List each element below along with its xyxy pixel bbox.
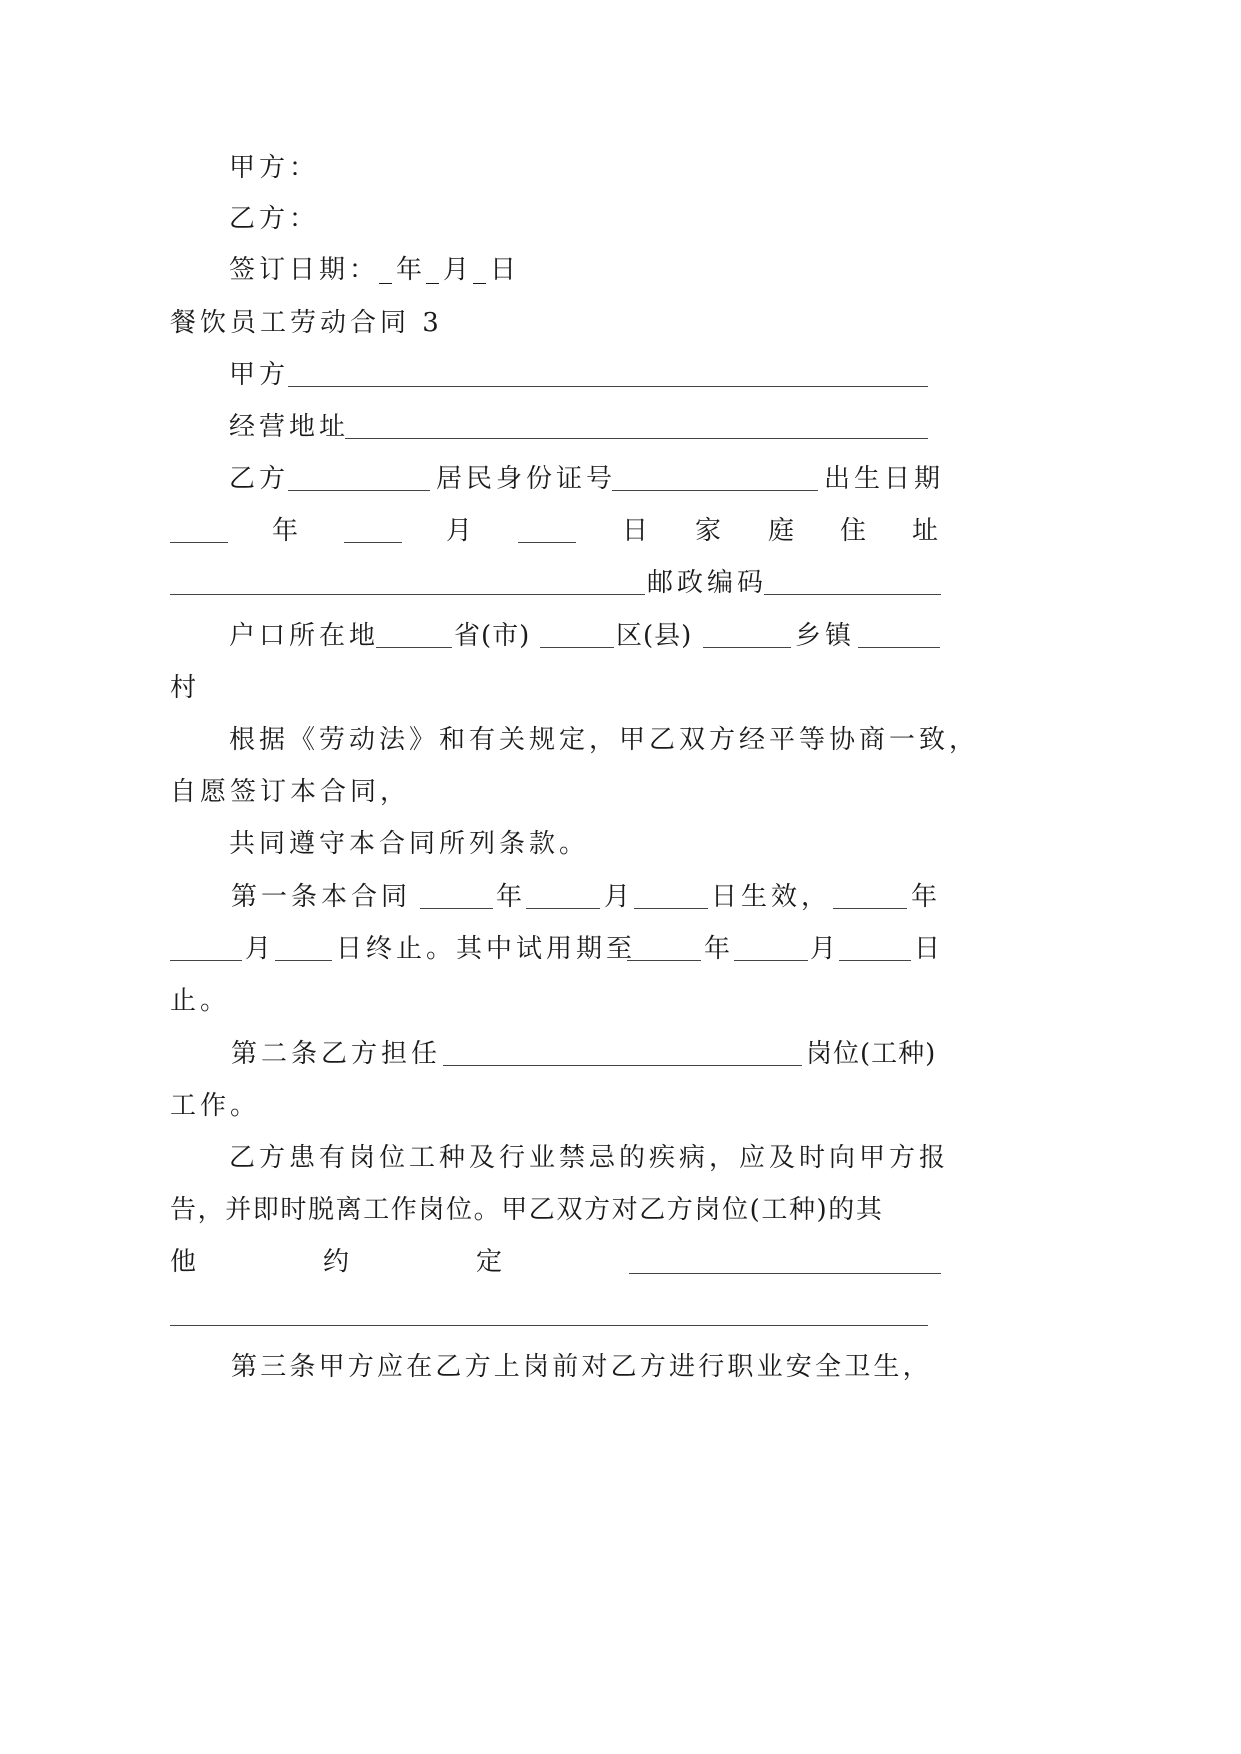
id-number-label: 居民身份证号 xyxy=(436,464,617,494)
party-a-label: 甲方 xyxy=(229,360,290,390)
article1-end-day-blank xyxy=(275,960,332,961)
province-blank xyxy=(376,647,452,648)
article2-other-char-3: 定 xyxy=(476,1247,507,1277)
home-address-char-2: 庭 xyxy=(768,516,799,546)
preamble-line-1: 根据《劳动法》和有关规定，甲乙双方经平等协商一致， xyxy=(229,725,980,755)
article1-day-label-3: 日 xyxy=(914,934,945,964)
birth-month-blank xyxy=(344,542,402,543)
hukou-label: 户口所在地 xyxy=(229,621,380,651)
preamble-line-2: 自愿签订本合同， xyxy=(170,777,411,807)
birth-year-label: 年 xyxy=(272,516,303,546)
article2-cont: 工作。 xyxy=(170,1091,261,1121)
birth-day-blank xyxy=(518,542,576,543)
address-label: 经营地址 xyxy=(229,412,350,442)
article3-line: 第三条甲方应在乙方上岗前对乙方进行职业安全卫生， xyxy=(231,1352,932,1382)
district-label: 区(县) xyxy=(616,621,693,651)
village-label: 村 xyxy=(170,673,201,703)
article1-effective: 日生效， xyxy=(711,882,832,912)
birth-day-label: 日 xyxy=(622,516,653,546)
home-address-char-1: 家 xyxy=(695,516,726,546)
article1-prefix: 第一条本合同 xyxy=(231,882,412,912)
article1-month-label-2: 月 xyxy=(245,934,276,964)
birth-date-label: 出生日期 xyxy=(824,464,945,494)
district-blank xyxy=(540,647,614,648)
party-a-blank xyxy=(288,386,928,387)
article1-month-label-1: 月 xyxy=(604,882,635,912)
article2-other-blank xyxy=(629,1273,941,1274)
article2-para-line-1: 乙方患有岗位工种及行业禁忌的疾病，应及时向甲方报 xyxy=(229,1143,950,1173)
party-b-blank xyxy=(288,490,430,491)
article2-other-char-1: 他 xyxy=(170,1247,201,1277)
address-blank xyxy=(345,438,928,439)
article1-trial-year-blank xyxy=(627,960,701,961)
article2-post-blank xyxy=(443,1065,802,1066)
article1-trial-day-blank xyxy=(839,960,911,961)
article1-year-label-1: 年 xyxy=(496,882,527,912)
article1-month-label-3: 月 xyxy=(810,934,841,964)
township-blank xyxy=(703,647,791,648)
party-b-label: 乙方 xyxy=(229,464,290,494)
article2-suffix: 岗位(工种) xyxy=(806,1039,937,1069)
village-blank xyxy=(858,647,940,648)
article2-para-line-2: 告，并即时脱离工作岗位。甲乙双方对乙方岗位(工种)的其 xyxy=(170,1195,884,1225)
article1-year-label-3: 年 xyxy=(704,934,735,964)
article1-start-month-blank xyxy=(526,908,600,909)
township-label: 乡镇 xyxy=(795,621,856,651)
article2-other-char-2: 约 xyxy=(323,1247,354,1277)
home-address-blank xyxy=(170,594,645,595)
article1-start-day-blank xyxy=(634,908,708,909)
id-number-blank xyxy=(612,490,818,491)
article1-end: 止。 xyxy=(170,986,231,1016)
party-b-sign-label: 乙方： xyxy=(229,204,320,234)
article2-other-blank-2 xyxy=(170,1325,928,1326)
article1-year-label-2: 年 xyxy=(911,882,942,912)
province-label: 省(市) xyxy=(454,621,531,651)
postal-code-label: 邮政编码 xyxy=(647,568,768,598)
party-a-sign-label: 甲方： xyxy=(229,153,320,183)
preamble-line-3: 共同遵守本合同所列条款。 xyxy=(229,829,590,859)
contract-title: 餐饮员工劳动合同 3 xyxy=(170,308,443,338)
article1-trial-month-blank xyxy=(734,960,808,961)
postal-code-blank xyxy=(764,594,941,595)
birth-year-blank xyxy=(170,542,228,543)
sign-date-line: 签订日期：_年_月_日 xyxy=(229,255,521,285)
article1-end-year-blank xyxy=(833,908,907,909)
birth-month-label: 月 xyxy=(446,516,477,546)
article1-terminate: 日终止。其中试用期至 xyxy=(336,934,637,964)
home-address-char-3: 住 xyxy=(840,516,871,546)
article2-prefix: 第二条乙方担任 xyxy=(231,1039,442,1069)
article1-start-year-blank xyxy=(420,908,493,909)
home-address-char-4: 址 xyxy=(912,516,943,546)
article1-end-month-blank xyxy=(170,960,242,961)
